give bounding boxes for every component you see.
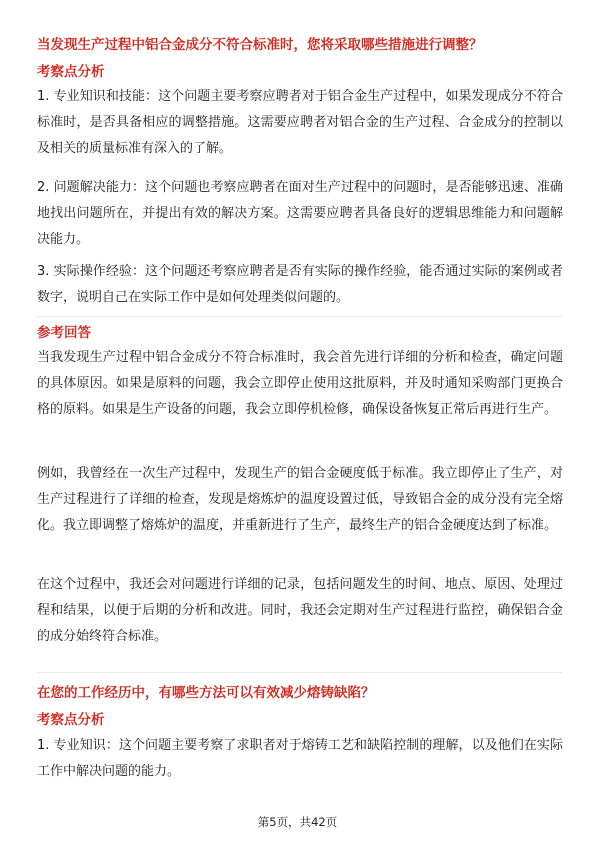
question-2-title: 在您的工作经历中，有哪些方法可以有效减少熔铸缺陷？ bbox=[37, 685, 375, 701]
analysis-point-1: 1. 专业知识和技能：这个问题主要考察应聘者对于铝合金生产过程中，如果发现成分不符合标准时，是否具备相应的调整措施。这需要应聘者对铝合金的生产过程、合金成分的控制以及相关的质量标准有深入的了解。 bbox=[37, 89, 563, 156]
analysis-heading-2: 考察点分析 bbox=[37, 712, 105, 728]
analysis-point-2-1: 1. 专业知识：这个问题主要考察了求职者对于熔铸工艺和缺陷控制的理解，以及他们在实际工作中解决问题的能力。 bbox=[37, 738, 563, 779]
analysis-point-3: 3. 实际操作经验：这个问题还考察应聘者是否有实际的操作经验，能否通过实际的案例或者数字，说明自己在实际工作中是如何处理类似问题的。 bbox=[37, 264, 563, 305]
answer-paragraph-1: 当我发现生产过程中铝合金成分不符合标准时，我会首先进行详细的分析和检查，确定问题的具体原因。如果是原料的问题，我会立即停止使用这批原料，并及时通知采购部门更换合格的原料。如果是生产设备的问题，我会立即停机检修，确保设备恢复正常后再进行生产。 bbox=[37, 350, 563, 417]
analysis-point-2: 2. 问题解决能力：这个问题也考察应聘者在面对生产过程中的问题时，是否能够迅速、准确地找出问题所在，并提出有效的解决方案。这需要应聘者具备良好的逻辑思维能力和问题解决能力。 bbox=[37, 180, 563, 247]
section-divider bbox=[37, 316, 562, 317]
answer-paragraph-2: 例如，我曾经在一次生产过程中，发现生产的铝合金硬度低于标准。我立即停止了生产，对生产过程进行了详细的检查，发现是熔炼炉的温度设置过低，导致铝合金的成分没有完全熔化。我立即调整了熔炼炉的温度，并重新进行了生产，最终生产的铝合金硬度达到了标准。 bbox=[37, 466, 563, 533]
analysis-heading-1: 考察点分析 bbox=[37, 64, 105, 80]
answer-paragraph-3: 在这个过程中，我还会对问题进行详细的记录，包括问题发生的时间、地点、原因、处理过程和结果，以便于后期的分析和改进。同时，我还会定期对生产过程进行监控，确保铝合金的成分始终符合标准。 bbox=[37, 577, 563, 644]
section-divider-2 bbox=[37, 672, 562, 673]
question-1-title: 当发现生产过程中铝合金成分不符合标准时，您将采取哪些措施进行调整？ bbox=[37, 37, 483, 53]
answer-heading-1: 参考回答 bbox=[37, 325, 91, 341]
page-number: 第5页，共42页 bbox=[257, 815, 338, 829]
